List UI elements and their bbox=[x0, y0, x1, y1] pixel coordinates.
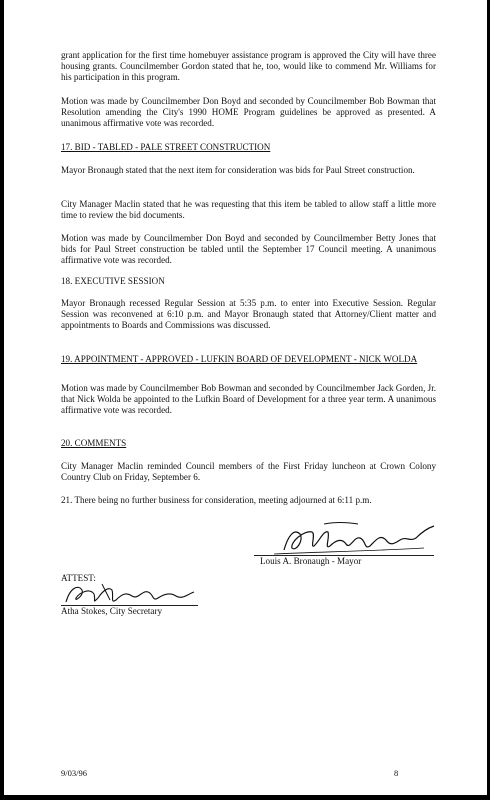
secretary-name-label: Atha Stokes, City Secretary bbox=[61, 606, 163, 616]
paragraph-text: Mayor Bronaugh recessed Regular Session at 5:35 p.m. to enter into Executive Session. Regular Session was reconvened at 6:10 p.m. and Mayor Bronaugh stated that Attorney/Client matter and appointments to Boards and Commissions was discussed. bbox=[61, 298, 436, 331]
paragraph-text: Motion was made by Councilmember Don Boyd and seconded by Councilmember Bob Bowman that Resolution amending the City's 1990 HOME Program guidelines be approved as presented. A unanimous affirmative vote was recorded. bbox=[61, 96, 436, 129]
paragraph-motion-home-program bbox=[61, 96, 436, 130]
paragraph-tabled-request bbox=[61, 199, 436, 221]
secretary-signature bbox=[62, 580, 212, 608]
paragraph-text: grant application for the first time homebuyer assistance program is approved the City will have three housing grants. Councilmember Gordon stated that he, too, would like to commend Mr. Williams for his participation in this program. bbox=[61, 50, 436, 83]
paragraph-motion-tabled bbox=[61, 233, 436, 267]
paragraph-text: City Manager Maclin stated that he was requesting that this item be tabled to allow staff a little more time to review the bid documents. bbox=[61, 199, 436, 221]
heading-item-19 bbox=[61, 354, 436, 365]
footer-date: 9/03/96 bbox=[61, 768, 87, 778]
paragraph-comments bbox=[61, 461, 436, 483]
paragraph-text: 21. There being no further business for consideration, meeting adjourned at 6:11 p.m. bbox=[61, 495, 372, 505]
paragraph-homebuyer-grant bbox=[61, 50, 436, 84]
document-page bbox=[4, 0, 487, 795]
section-heading: 17. BID - TABLED - PALE STREET CONSTRUCTION bbox=[61, 142, 271, 152]
mayor-name-label: Louis A. Bronaugh - Mayor bbox=[260, 556, 362, 566]
mayor-signature bbox=[254, 518, 444, 558]
paragraph-text: Motion was made by Councilmember Don Boyd and seconded by Councilmember Betty Jones that bids for Paul Street construction be tabled until the September 17 Council meeting. A unanimous affirmative vote was recorded. bbox=[61, 233, 436, 266]
paragraph-text: City Manager Maclin reminded Council members of the First Friday luncheon at Crown Colony Country Club on Friday, September 6. bbox=[61, 461, 436, 483]
paragraph-text: Motion was made by Councilmember Bob Bowman and seconded by Councilmember Jack Gorden, Jr. that Nick Wolda be appointed to the Lufkin Board of Development for a three year term. A unanimous affirmative vote was recorded. bbox=[61, 383, 436, 416]
heading-item-17 bbox=[61, 142, 436, 153]
paragraph-executive-session bbox=[61, 298, 436, 332]
heading-item-18 bbox=[61, 276, 436, 287]
paragraph-motion-appointment bbox=[61, 383, 436, 417]
section-heading: 19. APPOINTMENT - APPROVED - LUFKIN BOARD OF DEVELOPMENT - NICK WOLDA bbox=[61, 354, 418, 364]
attest-label: ATTEST: bbox=[61, 573, 96, 583]
paragraph-text: Mayor Bronaugh stated that the next item for consideration was bids for Paul Street construction. bbox=[61, 165, 415, 175]
paragraph-paul-street bbox=[61, 165, 436, 176]
paragraph-adjourned bbox=[61, 495, 436, 506]
heading-item-20 bbox=[61, 438, 436, 449]
footer-page-number: 8 bbox=[394, 768, 399, 778]
section-heading: 18. EXECUTIVE SESSION bbox=[61, 276, 165, 286]
section-heading: 20. COMMENTS bbox=[61, 438, 127, 448]
